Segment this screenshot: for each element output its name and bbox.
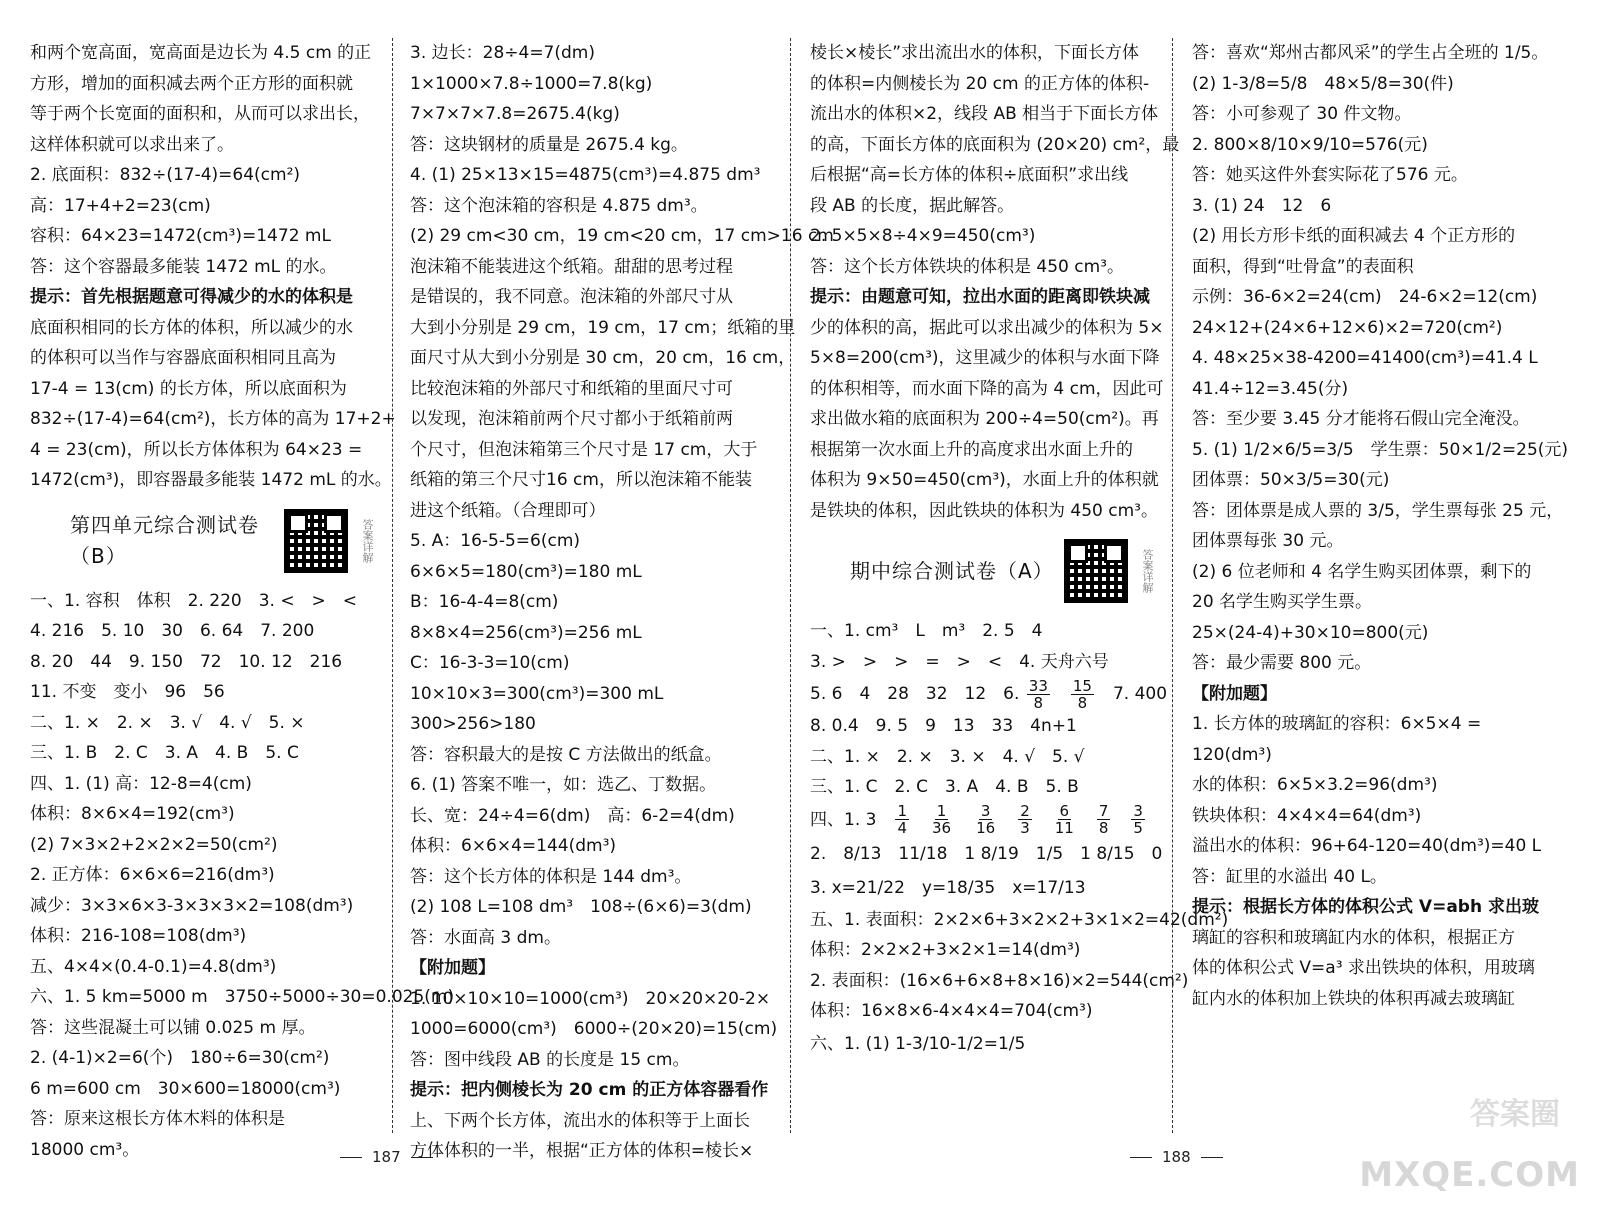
answer-line: 3. 边长：28÷4=7(dm): [410, 43, 595, 63]
answer-line: 后根据“高=长方体的体积÷底面积”求出线: [810, 165, 1129, 185]
answer-line: 5. (1) 1/2×6/5=3/5 学生票：50×1/2=25(元): [1192, 439, 1569, 460]
answer-line: 答：最少需要 800 元。: [1192, 653, 1372, 673]
answer-line: 5×8=200(cm³)，这里减少的体积与水面下降: [810, 348, 1160, 368]
answer-line: 6×6×5=180(cm³)=180 mL: [410, 561, 642, 582]
answer-line: 团体票：50×3/5=30(元): [1192, 470, 1390, 490]
column-divider: [1172, 38, 1173, 1133]
answer-line: 长、宽：24÷4=6(dm) 高：6-2=4(dm): [410, 805, 735, 826]
answer-line: 8. 20 44 9. 150 72 10. 12 216: [30, 651, 343, 672]
answer-line: 2. 底面积：832÷(17-4)=64(cm²): [30, 165, 301, 185]
answer-line: 三、1. B 2. C 3. A 4. B 5. C: [30, 743, 299, 763]
answer-line: 二、1. × 2. × 3. √ 4. √ 5. ×: [30, 712, 305, 733]
answer-line: 答：缸里的水溢出 40 L。: [1192, 866, 1387, 887]
column-2-answers: [410, 38, 834, 1167]
section-header-b: [30, 496, 400, 586]
answer-line: 的体积相等，而水面下降的高为 4 cm，因此可: [810, 378, 1164, 399]
answer-line: 的体积=内侧棱长为 20 cm 的正方体的体积-: [810, 73, 1150, 94]
answer-line: 二、1. × 2. × 3. × 4. √ 5. √: [810, 746, 1085, 767]
answer-line: C：16-3-3=10(cm): [410, 653, 570, 673]
answer-line: 璃缸的容积和玻璃缸内水的体积，根据正方: [1192, 927, 1515, 948]
answer-line: 提示：首先根据题意可得减少的水的体积是: [30, 287, 353, 307]
answer-line: 8×8×4=256(cm³)=256 mL: [410, 622, 642, 643]
answer-line: 3. x=21/22 y=18/35 x=17/13: [810, 877, 1086, 898]
answer-line: 流出水的体积×2，线段 AB 相当于下面长方体: [810, 104, 1159, 124]
answer-line: 答：这些混凝土可以铺 0.025 m 厚。: [30, 1017, 316, 1038]
answer-line: 的体积可以当作与容器底面积相同且高为: [30, 348, 336, 368]
answer-line: 体积：6×6×4=144(dm³): [410, 836, 617, 856]
answer-line: 答：容积最大的是按 C 方法做出的纸盒。: [410, 744, 722, 765]
answer-line: 答：水面高 3 dm。: [410, 927, 561, 948]
answer-line: B：16-4-4=8(cm): [410, 592, 559, 612]
answer-line: 水的体积：6×5×3.2=96(dm³): [1192, 775, 1438, 795]
answer-line: 1472(cm³)，即容器最多能装 1472 mL 的水。: [30, 470, 392, 490]
watermark: MXQE.COM: [1359, 1155, 1580, 1195]
answer-line: 答：她买这件外套实际花了576 元。: [1192, 165, 1468, 185]
answer-line: 是铁块的体积，因此铁块的体积为 450 cm³。: [810, 500, 1158, 521]
answer-line: 和两个宽高面，宽高面是边长为 4.5 cm 的正: [30, 43, 372, 63]
answer-line: 段 AB 的长度，据此解答。: [810, 195, 1015, 216]
column-1-answers: [30, 38, 400, 496]
answer-line: 8. 0.4 9. 5 9 13 33 4n+1: [810, 716, 1077, 736]
answer-line: 答：这个长方体铁块的体积是 450 cm³。: [810, 256, 1124, 277]
answer-line: 少的体积的高，据此可以求出减少的体积为 5×: [810, 317, 1164, 338]
answer-line: 纸箱的第三个尺寸16 cm，所以泡沫箱不能装: [410, 470, 752, 490]
answer-line: (2) 用长方形卡纸的面积减去 4 个正方形的: [1192, 226, 1516, 246]
answer-line: 一、1. 容积 体积 2. 220 3. < > <: [30, 590, 358, 611]
answer-line: 一、1. cm³ L m³ 2. 5 4: [810, 621, 1043, 641]
answer-line: 根据第一次水面上升的高度求出水面上升的: [810, 439, 1133, 460]
answer-line: 11. 不变 变小 96 56: [30, 682, 225, 702]
answer-line: 832÷(17-4)=64(cm²)，长方体的高为 17+2+: [30, 409, 396, 429]
answer-line: 六、1. (1) 1-3/10-1/2=1/5: [810, 1033, 1026, 1054]
qr-code-icon[interactable]: [284, 509, 348, 573]
answer-line: 提示：把内侧棱长为 20 cm 的正方体容器看作: [410, 1080, 769, 1100]
answer-line: 高：17+4+2=23(cm): [30, 195, 211, 216]
page-number-187: 187: [330, 1148, 443, 1166]
fraction: $\frac{3}{5}$: [1133, 802, 1143, 837]
answer-line: 进这个纸箱。（合理即可）: [410, 500, 606, 521]
column-4: [1192, 38, 1572, 1138]
answer-line: 1×1000×7.8÷1000=7.8(kg): [410, 73, 653, 94]
answer-line: 4. 48×25×38-4200=41400(cm³)=41.4 L: [1192, 348, 1538, 368]
answer-line: (2) 108 L=108 dm³ 108÷(6×6)=3(dm): [410, 897, 752, 917]
answer-line: 答：喜欢“郑州古都风采”的学生占全班的 1/5。: [1192, 43, 1549, 63]
answer-line: 3. (1) 24 12 6: [1192, 195, 1332, 216]
answer-line: 溢出水的体积：96+64-120=40(dm³)=40 L: [1192, 836, 1542, 856]
answer-line: 体积为 9×50=450(cm³)，水面上升的体积就: [810, 470, 1159, 490]
answer-line: 求出做水箱的底面积为 200÷4=50(cm²)。再: [810, 409, 1159, 429]
column-3-answers: [810, 38, 1180, 526]
answer-line: 答：团体票是成人票的 3/5，学生票每张 25 元，: [1192, 500, 1564, 521]
answer-line: 1000=6000(cm³) 6000÷(20×20)=15(cm): [410, 1019, 778, 1039]
answer-line: (2) 7×3×2+2×2×2=50(cm²): [30, 834, 278, 855]
answer-line: 个尺寸，但泡沫箱第三个尺寸是 17 cm，大于: [410, 439, 758, 460]
answer-line: 5. A：16-5-5=6(cm): [410, 531, 581, 551]
answer-line: 答：小可参观了 30 件文物。: [1192, 104, 1412, 124]
column-3-answers-b: [810, 616, 1229, 1061]
answer-line: 120(dm³): [1192, 744, 1272, 765]
fraction: $\frac{1}{4}$: [897, 802, 907, 837]
qr-block: [1056, 539, 1163, 603]
page-divider: [790, 38, 791, 1133]
answer-line: 体积：16×8×6-4×4×4=704(cm³): [810, 1001, 1093, 1021]
answer-line: 面积，得到“吐骨盒”的表面积: [1192, 256, 1414, 277]
answer-line: 答：这个容器最多能装 1472 mL 的水。: [30, 256, 337, 277]
answer-line: 大到小分别是 29 cm，19 cm，17 cm；纸箱的里: [410, 317, 796, 338]
answer-line: 等于两个长宽面的面积和，从而可以求出长，: [30, 104, 370, 124]
answer-line: 3. > > > = > < 4. 天舟六号: [810, 651, 1109, 672]
right-page: [800, 0, 1600, 1213]
answer-line: 四、1. (1) 高：12-8=4(cm): [30, 773, 252, 794]
answer-line: 五、1. 表面积：2×2×6+3×2×2+3×1×2=42(dm²): [810, 909, 1229, 930]
answer-line: 1. 10×10×10=1000(cm³) 20×20×20-2×: [410, 988, 771, 1009]
page-number-188: 188: [1120, 1148, 1233, 1166]
answer-line: 1. 长方体的玻璃缸的容积：6×5×4 =: [1192, 714, 1482, 734]
answer-line: 比较泡沫箱的外部尺寸和纸箱的里面尺寸可: [410, 378, 733, 399]
answer-line: 的高，下面长方体的底面积为 (20×20) cm²，最: [810, 134, 1180, 155]
answer-line: 6. (1) 答案不唯一，如：选乙、丁数据。: [410, 775, 717, 795]
qr-code-icon[interactable]: [1064, 539, 1128, 603]
answer-line: 2. (4-1)×2=6(个) 180÷6=30(cm²): [30, 1048, 330, 1068]
answer-line: 4 = 23(cm)，所以长方体体积为 64×23 =: [30, 439, 363, 460]
answer-line: 方体体积的一半，根据“正方体的体积=棱长×: [410, 1141, 754, 1161]
fraction: $\frac{7}{8}$: [1098, 802, 1109, 837]
answer-line: 10×10×3=300(cm³)=300 mL: [410, 683, 664, 704]
answer-line: 底面积相同的长方体的体积，所以减少的水: [30, 317, 353, 338]
fraction: $\frac{3}{16}$: [976, 802, 996, 837]
column-divider: [392, 38, 393, 1133]
answer-line: 2. 5×5×8÷4×9=450(cm³): [810, 226, 1036, 246]
fraction: $\frac{6}{11}$: [1054, 802, 1074, 837]
qr-tag: 答案详解: [361, 518, 374, 563]
qr-tag: 答案详解: [1141, 549, 1154, 593]
answer-line: 7×7×7×7.8=2675.4(kg): [410, 104, 620, 124]
answer-line: 答：这个泡沫箱的容积是 4.875 dm³。: [410, 195, 708, 216]
answer-line: 减少：3×3×6×3-3×3×3×2=108(dm³): [30, 895, 354, 916]
answer-line: 以发现，泡沫箱前两个尺寸都小于纸箱前两: [410, 409, 733, 429]
answer-line: 2. 正方体：6×6×6=216(dm³): [30, 865, 275, 885]
answer-line: 答：图中线段 AB 的长度是 15 cm。: [410, 1049, 690, 1070]
answer-line: 体的体积公式 V=a³ 求出铁块的体积，用玻璃: [1192, 958, 1535, 978]
answer-line: 是错误的，我不同意。泡沫箱的外部尺寸从: [410, 287, 733, 307]
answer-line: 三、1. C 2. C 3. A 4. B 5. B: [810, 777, 1079, 797]
column-3: [810, 38, 1229, 1138]
answer-line: 体积：216-108=108(dm³): [30, 926, 247, 946]
watermark-logo: 答案圈: [1470, 1097, 1560, 1132]
answer-line: 5. 6 4 28 32 12 6. $\frac{33}{8}$ $\frac{15}{8}$ 7. 400: [810, 676, 1168, 712]
answer-line: 2. 表面积：(16×6+6×8+8×16)×2=544(cm²): [810, 970, 1189, 991]
answer-line: 这样体积就可以求出来了。: [30, 134, 234, 155]
answer-line: 面尺寸从大到小分别是 30 cm，20 cm，16 cm，: [410, 348, 796, 368]
answer-line: 铁块体积：4×4×4=64(dm³): [1192, 805, 1422, 826]
answer-line: 示例：36-6×2=24(cm) 24-6×2=12(cm): [1192, 287, 1538, 307]
answer-line: 300>256>180: [410, 714, 536, 734]
answer-line: 上、下两个长方体，流出水的体积等于上面长: [410, 1110, 750, 1131]
answer-line: 体积：2×2×2+3×2×1=14(dm³): [810, 940, 1081, 960]
column-2: [410, 38, 834, 1161]
fraction: $\frac{33}{8}$: [1028, 676, 1048, 712]
answer-line: 棱长×棱长”求出流出水的体积，下面长方体: [810, 43, 1140, 63]
fraction: $\frac{15}{8}$: [1072, 676, 1092, 712]
answer-line: 体积：8×6×4=192(cm³): [30, 804, 235, 824]
answer-line: 答：原来这根长方体木料的体积是: [30, 1109, 285, 1129]
answer-line: (2) 1-3/8=5/8 48×5/8=30(件): [1192, 73, 1454, 94]
qr-block: [276, 509, 383, 573]
answer-line: 答：这块钢材的质量是 2675.4 kg。: [410, 134, 688, 155]
answer-line: 【附加题】: [410, 958, 495, 978]
answer-line: 泡沫箱不能装进这个纸箱。甜甜的思考过程: [410, 256, 733, 277]
answer-line: 容积：64×23=1472(cm³)=1472 mL: [30, 226, 331, 246]
answer-line: 24×12+(24×6+12×6)×2=720(cm²): [1192, 317, 1503, 338]
answer-line: 25×(24-4)+30×10=800(元): [1192, 622, 1429, 643]
answer-line: 缸内水的体积加上铁块的体积再减去玻璃缸: [1192, 988, 1515, 1009]
answer-line: 4. 216 5. 10 30 6. 64 7. 200: [30, 621, 315, 641]
answer-line: 2. 8/13 11/18 1 8/19 1/5 1 8/15 0: [810, 843, 1163, 864]
answer-line: 方形，增加的面积减去两个正方形的面积就: [30, 73, 353, 94]
answer-line: 答：至少要 3.45 分才能将石假山完全淹没。: [1192, 409, 1530, 429]
section-header-a: [810, 526, 1180, 616]
answer-line: 【附加题】: [1192, 683, 1277, 704]
section-title: 第四单元综合测试卷（B）: [70, 513, 259, 568]
answer-line: 2. 800×8/10×9/10=576(元): [1192, 134, 1428, 155]
answer-line: 五、4×4×(0.4-0.1)=4.8(dm³): [30, 956, 277, 977]
answer-line: 四、1. 3 $\frac{1}{4}$ $\frac{1}{36}$ $\frac{3}{16}$ $\frac{2}{3}$ $\frac{6}{11}$ $\frac{7}{8}$ $\frac{3}{5}$: [810, 802, 1143, 837]
answer-line: (2) 6 位老师和 4 名学生购买团体票，剩下的: [1192, 561, 1532, 582]
answer-line: (2) 29 cm<30 cm，19 cm<20 cm，17 cm>16 cm: [410, 226, 834, 246]
answer-line: 41.4÷12=3.45(分): [1192, 378, 1349, 399]
answer-line: 六、1. 5 km=5000 m 3750÷5000÷30=0.025(m): [30, 987, 455, 1007]
answer-line: 答：这个长方体的体积是 144 dm³。: [410, 866, 692, 887]
answer-line: 6 m=600 cm 30×600=18000(cm³): [30, 1078, 341, 1099]
fraction: $\frac{2}{3}$: [1020, 802, 1030, 837]
answer-line: 团体票每张 30 元。: [1192, 531, 1344, 551]
answer-line: 提示：由题意可知，拉出水面的距离即铁块减: [810, 287, 1150, 307]
answer-line: 4. (1) 25×13×15=4875(cm³)=4.875 dm³: [410, 165, 761, 185]
answer-line: 提示：根据长方体的体积公式 V=abh 求出玻: [1192, 897, 1539, 917]
answer-line: 17-4 = 13(cm) 的长方体，所以底面积为: [30, 378, 347, 399]
section-title: 期中综合测试卷（A）: [850, 558, 1054, 583]
answer-line: 18000 cm³。: [30, 1139, 140, 1160]
column-4-answers: [1192, 38, 1572, 1014]
fraction: $\frac{1}{36}$: [932, 802, 952, 837]
answer-line: 20 名学生购买学生票。: [1192, 592, 1373, 612]
